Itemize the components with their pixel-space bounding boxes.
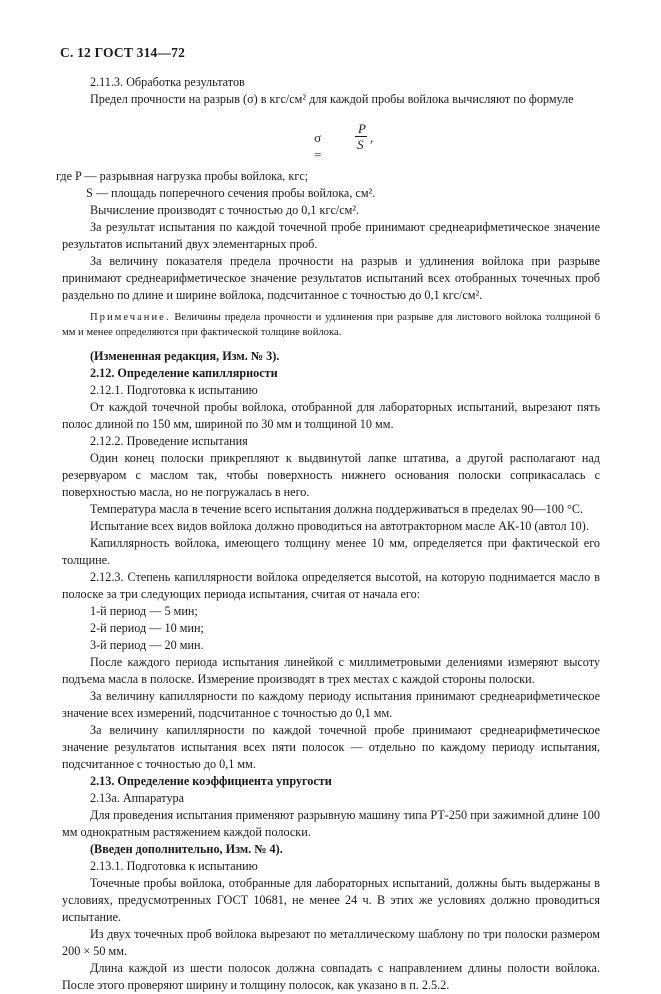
strength-paragraph: Предел прочности на разрыв (σ) в кгс/см² для каждой пробы войлока вычисляют по формуле: [90, 92, 574, 106]
section-2-11-3-heading: 2.11.3. Обработка результатов: [90, 75, 245, 89]
oil-paragraph: Испытание всех видов войлока должно проводиться на автотракторном масле АК-10 (автол 10).: [90, 519, 589, 533]
temperature-paragraph: Температура масла в течение всего испытания должна поддерживаться в пределах 90—100 °С.: [90, 502, 584, 516]
note: [62, 310, 600, 340]
template-paragraph: Из двух точечных проб войлока вырезают по металлическому шаблону по три полоски размером 200 × 50 мм.: [62, 927, 600, 958]
capillarity-point-paragraph: За величину капиллярности по каждой точечной пробе принимают среднеарифметическое значение результатов испытания всех пяти полосок — отдельно по каждому периоду испытания, подсчитанное с точностью до 0,1 мм.: [62, 723, 600, 771]
added-note-4: (Введен дополнительно, Изм. № 4).: [90, 842, 283, 856]
conditions-paragraph: Точечные пробы войлока, отобранные для лабораторных испытаний, должны быть выдержаны в условиях, предусмотренных ГОСТ 10681, не менее 24 ч. В этих же условиях должно проводиться испытание.: [62, 876, 600, 924]
capillarity-thin-paragraph: Капиллярность войлока, имеющего толщину менее 10 мм, определяется при фактической его толщине.: [62, 536, 600, 567]
after-period-paragraph: После каждого периода испытания линейкой с миллиметровыми делениями измеряют высоту подъема масла в полоске. Измерение производят в трех местах с каждой стороны полоски.: [62, 655, 600, 686]
result-paragraph: За результат испытания по каждой точечной пробе принимают среднеарифметическое значение результатов испытаний двух элементарных проб.: [62, 220, 600, 251]
formula-denominator: S: [357, 137, 364, 152]
period-3: 3-й период — 20 мин.: [90, 638, 204, 652]
strength-formula: [62, 120, 600, 162]
where-s: S — площадь поперечного сечения пробы войлока, см².: [86, 186, 376, 200]
cut-paragraph: От каждой точечной пробы войлока, отобранной для лабораторных испытаний, вырезают пять полос длиной по 150 мм, шириной по 30 мм и толщиной 10 мм.: [62, 400, 600, 431]
where-p: где P — разрывная нагрузка пробы войлока, кгс;: [56, 169, 309, 183]
note-label: Примечание.: [90, 312, 171, 323]
edit-note-3: (Измененная редакция, Изм. № 3).: [90, 349, 280, 363]
capillarity-value-paragraph: За величину капиллярности по каждому периоду испытания принимают среднеарифметическое значение всех измерений, подсчитанное с точностью до 0,1 мм.: [62, 689, 600, 720]
page-header: С. 12 ГОСТ 314—72: [60, 45, 186, 60]
section-2-12-heading: 2.12. Определение капиллярности: [90, 366, 278, 380]
strip-paragraph: Один конец полоски прикрепляют к выдвинутой лапке штатива, а другой располагают над резервуаром с маслом так, чтобы поверхность нижнего основания полоски соприкасалась с поверхностью масла, но не погружалась в него.: [62, 451, 600, 499]
section-2-13-1-heading: 2.13.1. Подготовка к испытанию: [90, 859, 258, 873]
section-2-12-3-paragraph: 2.12.3. Степень капиллярности войлока определяется высотой, на которую поднимается масло в полоске за три следующих периода испытания, считая от начала его:: [62, 570, 600, 601]
calc-precision: Вычисление производят с точностью до 0,1 кгс/см².: [90, 203, 360, 217]
period-2: 2-й период — 10 мин;: [90, 621, 204, 635]
machine-paragraph: Для проведения испытания применяют разрывную машину типа РТ-250 при зажимной длине 100 мм однократным растяжением каждой полоски.: [62, 808, 600, 839]
document-body: [56, 74, 600, 994]
length-paragraph: Длина каждой из шести полосок должна совпадать с направлением длины полости войлока. После этого проверяют ширину и толщину полосок, как указано в п. 2.5.2.: [62, 961, 600, 992]
formula-tail: ,: [370, 130, 374, 145]
period-1: 1-й период — 5 мин;: [90, 604, 198, 618]
section-2-12-1-heading: 2.12.1. Подготовка к испытанию: [90, 383, 258, 397]
note-text: Величины предела прочности и удлинения при разрыве для листового войлока толщиной 6 мм и менее определяются при фактической толщине войлока.: [62, 312, 600, 338]
formula-lhs: σ =: [314, 130, 322, 162]
section-2-13-heading: 2.13. Определение коэффициента упругости: [90, 774, 332, 788]
value-paragraph: За величину показателя предела прочности на разрыв и удлинения войлока при разрыве принимают среднеарифметическое значение результатов испытаний всех отобранных точечных проб раздельно по длине и ширине войлока, подсчитанное с точностью до 0,1 кгс/см².: [62, 254, 600, 302]
section-2-13a-heading: 2.13а. Аппаратура: [90, 791, 185, 805]
section-2-12-2-heading: 2.12.2. Проведение испытания: [90, 434, 248, 448]
formula-numerator: P: [358, 121, 366, 136]
